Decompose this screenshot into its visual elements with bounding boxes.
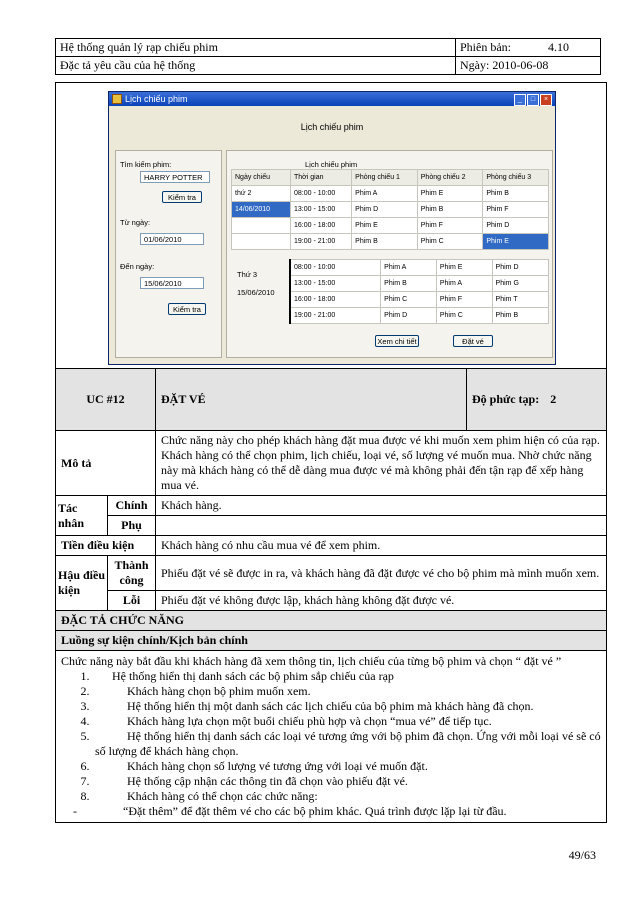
room-cell: Phim E xyxy=(417,186,483,202)
flow-intro: Chức năng này bắt đầu khi khách hàng đã xem thông tin, lịch chiếu của từng bộ phim và chọn “ đặt vé ” xyxy=(61,654,562,668)
complexity-label: Độ phức tạp: xyxy=(472,392,540,406)
date-label: Ngày: xyxy=(460,58,490,72)
step-num: 4. xyxy=(80,714,90,728)
table-row[interactable] xyxy=(290,292,549,308)
search-input[interactable]: HARRY POTTER xyxy=(140,171,210,183)
app-icon xyxy=(112,94,122,104)
post-error-value: Phiếu đặt vé không được lập, khách hàng không đặt được vé. xyxy=(156,591,607,611)
list-item xyxy=(61,759,601,774)
actor-sub-label: Phụ xyxy=(108,516,156,536)
close-icon[interactable]: × xyxy=(540,94,552,106)
schedule-label: Lịch chiếu phim xyxy=(305,160,358,169)
list-item xyxy=(61,729,601,759)
room-cell: Phim A xyxy=(381,260,437,276)
view-detail-button[interactable]: Xem chi tiết xyxy=(375,335,419,347)
version-value: 4.10 xyxy=(548,40,569,54)
actor-label: Tác nhân xyxy=(56,496,108,536)
time-cell: 13:00 - 15:00 xyxy=(291,202,352,218)
schedule-window xyxy=(108,91,556,365)
col-header[interactable]: Phòng chiếu 1 xyxy=(352,170,418,186)
window-title: Lịch chiếu phim xyxy=(125,93,188,104)
col-header[interactable]: Phòng chiếu 2 xyxy=(417,170,483,186)
time-cell: 19:00 - 21:00 xyxy=(291,234,352,250)
room-cell: Phim D xyxy=(492,260,548,276)
to-date-input[interactable]: 15/06/2010 xyxy=(140,277,204,289)
post-success-label: Thành công xyxy=(108,556,156,591)
table-row[interactable] xyxy=(290,276,549,292)
room-cell: Phim E xyxy=(436,260,492,276)
from-date-input[interactable]: 01/06/2010 xyxy=(140,233,204,245)
step-text: Hệ thống hiển thị danh sách các loại vé tương ứng với bộ phim đã chọn. Ứng với mỗi loại vé sẽ có số lượng để khách hàng chọn. xyxy=(95,729,601,758)
complexity-cell xyxy=(467,369,607,431)
room-cell: Phim G xyxy=(492,276,548,292)
list-item xyxy=(61,669,601,684)
step-text: “Đặt thêm” để đặt thêm vé cho các bộ phim khác. Quá trình được lặp lại từ đầu. xyxy=(123,804,507,818)
room-cell: Phim F xyxy=(417,218,483,234)
room-cell: Phim T xyxy=(492,292,548,308)
date-value: 2010-06-08 xyxy=(492,58,549,72)
day2-name: Thứ 3 xyxy=(237,270,258,279)
table-row[interactable] xyxy=(232,186,549,202)
precond-value: Khách hàng có nhu cầu mua vé để xem phim. xyxy=(156,536,607,556)
step-num: 1. xyxy=(80,669,90,683)
table-row[interactable] xyxy=(232,202,549,218)
grid-header-row xyxy=(232,170,549,186)
list-item xyxy=(61,774,601,789)
room-cell: Phim B xyxy=(417,202,483,218)
col-header[interactable]: Ngày chiếu xyxy=(232,170,291,186)
desc-text: Chức năng này cho phép khách hàng đặt mua được vé khi muốn xem phim hiện có của rạp. Khách hàng có thể chọn phim, lịch chiếu, loại vé, số lượng vé muốn mua. Nhờ chức năng này mà khách hàng có thể dễ dàng mua được vé mà không phải đến tận rạp để xếp hàng mua vé. xyxy=(156,431,607,496)
room-cell: Phim F xyxy=(436,292,492,308)
uc-id: UC #12 xyxy=(56,369,156,431)
room-cell: Phim A xyxy=(352,186,418,202)
room-cell: Phim B xyxy=(352,234,418,250)
actor-sub-value xyxy=(156,516,607,536)
list-item xyxy=(61,804,601,819)
book-ticket-button[interactable]: Đặt vé xyxy=(453,335,493,347)
room-cell: Phim D xyxy=(352,202,418,218)
time-cell: 08:00 - 10:00 xyxy=(291,186,352,202)
step-text: Khách hàng chọn số lượng vé tương ứng với loại vé muốn đặt. xyxy=(127,759,428,773)
postcond-label: Hậu điều kiện xyxy=(56,556,108,611)
from-date-label: Từ ngày: xyxy=(120,218,151,227)
room-cell: Phim C xyxy=(381,292,437,308)
screenshot-cell xyxy=(56,83,607,369)
room-cell: Phim A xyxy=(436,276,492,292)
table-row[interactable] xyxy=(232,234,549,250)
empty-cell xyxy=(232,234,291,250)
to-date-label: Đến ngày: xyxy=(120,262,155,271)
minimize-icon[interactable]: _ xyxy=(514,94,526,106)
check-button[interactable]: Kiểm tra xyxy=(168,303,206,315)
col-header[interactable]: Thời gian xyxy=(291,170,352,186)
doc-name: Đặc tả yêu cầu của hệ thống xyxy=(56,57,456,75)
step-text: Hệ thống hiển thị danh sách các bộ phim sắp chiếu của rạp xyxy=(109,669,394,683)
system-name: Hệ thống quản lý rạp chiếu phim xyxy=(56,39,456,57)
room-cell-selected[interactable]: Phim E xyxy=(483,234,549,250)
search-label: Tìm kiếm phim: xyxy=(120,160,172,169)
table-row[interactable] xyxy=(290,308,549,324)
actor-main-label: Chính xyxy=(108,496,156,516)
room-cell: Phim C xyxy=(417,234,483,250)
step-num: - xyxy=(73,804,77,818)
room-cell: Phim B xyxy=(483,186,549,202)
room-cell: Phim B xyxy=(381,276,437,292)
window-heading: Lịch chiếu phim xyxy=(300,122,364,132)
date-cell xyxy=(456,57,601,75)
room-cell: Phim B xyxy=(492,308,548,324)
list-item xyxy=(61,789,601,804)
table-row[interactable] xyxy=(232,218,549,234)
time-cell: 19:00 - 21:00 xyxy=(290,308,381,324)
flow-heading: Luồng sự kiện chính/Kịch bản chính xyxy=(56,631,607,651)
flow-content xyxy=(56,651,607,823)
search-panel xyxy=(115,150,222,358)
day2-date: 15/06/2010 xyxy=(237,288,275,297)
time-cell: 08:00 - 10:00 xyxy=(290,260,381,276)
uc-name: ĐẶT VÉ xyxy=(156,369,467,431)
step-num: 7. xyxy=(80,774,90,788)
schedule-grid-2 xyxy=(289,259,549,324)
schedule-panel xyxy=(226,150,553,358)
list-item xyxy=(61,714,601,729)
step-text: Khách hàng có thể chọn các chức năng: xyxy=(127,789,318,803)
time-cell: 13:00 - 15:00 xyxy=(290,276,381,292)
maximize-icon[interactable]: □ xyxy=(527,94,539,106)
step-num: 5. xyxy=(80,729,90,743)
page-number: 49/63 xyxy=(568,848,596,862)
room-cell: Phim E xyxy=(352,218,418,234)
document-header xyxy=(55,38,601,75)
step-text: Hệ thống hiển thị một danh sách các lịch chiếu của bộ phim mà khách hàng đã chọn. xyxy=(127,699,534,713)
complexity-value: 2 xyxy=(550,392,557,406)
step-num: 8. xyxy=(80,789,90,803)
time-cell: 16:00 - 18:00 xyxy=(291,218,352,234)
schedule-grid-1 xyxy=(231,169,549,250)
list-item xyxy=(61,699,601,714)
step-text: Khách hàng chọn bộ phim muốn xem. xyxy=(127,684,311,698)
search-button[interactable]: Kiểm tra xyxy=(162,191,202,203)
use-case-table xyxy=(55,82,607,823)
post-error-label: Lỗi xyxy=(108,591,156,611)
step-num: 2. xyxy=(80,684,90,698)
step-num: 6. xyxy=(80,759,90,773)
day-name: thứ 2 xyxy=(232,186,291,202)
func-heading: ĐẶC TẢ CHỨC NĂNG xyxy=(56,611,607,631)
room-cell: Phim C xyxy=(436,308,492,324)
room-cell: Phim D xyxy=(483,218,549,234)
desc-label: Mô tả xyxy=(56,431,156,496)
actor-main-value: Khách hàng. xyxy=(156,496,607,516)
col-header[interactable]: Phòng chiếu 3 xyxy=(483,170,549,186)
room-cell: Phim F xyxy=(483,202,549,218)
step-text: Khách hàng lựa chọn một buổi chiếu phù hợp và chọn “mua vé” để tiếp tục. xyxy=(127,714,492,728)
time-cell: 16:00 - 18:00 xyxy=(290,292,381,308)
precond-label: Tiền điều kiện xyxy=(56,536,156,556)
day-date: 14/06/2010 xyxy=(232,202,291,218)
version-cell xyxy=(456,39,601,57)
step-text: Hệ thống cập nhận các thông tin đã chọn vào phiếu đặt vé. xyxy=(127,774,408,788)
window-titlebar xyxy=(109,92,555,106)
step-num: 3. xyxy=(80,699,90,713)
empty-cell xyxy=(232,218,291,234)
version-label: Phiên bản: xyxy=(460,40,511,54)
list-item xyxy=(61,684,601,699)
post-success-value: Phiếu đặt vé sẽ được in ra, và khách hàng đã đặt được vé cho bộ phim mà mình muốn xem. xyxy=(156,556,607,591)
room-cell: Phim D xyxy=(381,308,437,324)
table-row[interactable] xyxy=(290,260,549,276)
